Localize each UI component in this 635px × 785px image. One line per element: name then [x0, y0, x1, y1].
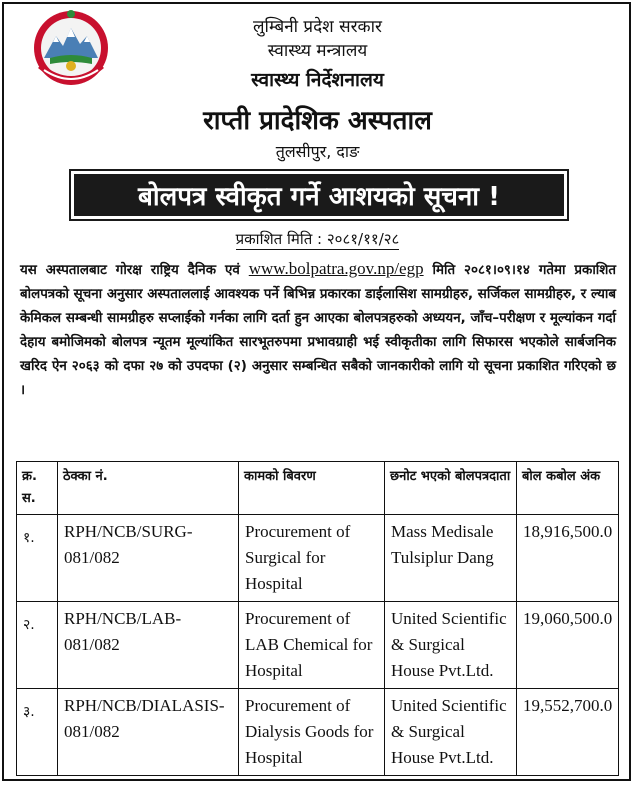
bolpatra-link[interactable]: www.bolpatra.gov.np/egp — [248, 259, 424, 278]
header-bidder: छनोट भएको बोलपत्रदाता — [385, 462, 517, 515]
notice-title: बोलपत्र स्वीकृत गर्ने आशयको सूचना ! — [71, 171, 567, 219]
award-table — [16, 461, 619, 776]
row-contract: RPH/NCB/LAB-081/082 — [58, 602, 239, 689]
row-bidder: Mass Medisale Tulsiplur Dang — [385, 515, 517, 602]
header-description: कामको बिवरण — [239, 462, 385, 515]
body-text-start: यस अस्पतालबाट गोरक्ष राष्ट्रिय दैनिक एवं — [20, 263, 249, 278]
hospital-location: तुलसीपुर, दाङ — [275, 142, 360, 161]
row-description: Procurement of LAB Chemical for Hospital — [239, 602, 385, 689]
table-row — [17, 689, 619, 776]
table-row — [17, 515, 619, 602]
row-contract: RPH/NCB/DIALASIS-081/082 — [58, 689, 239, 776]
header-contract: ठेक्का नं. — [58, 462, 239, 515]
header-serial: क्र. स. — [17, 462, 58, 515]
row-amount: 19,060,500.0 — [517, 602, 619, 689]
published-date — [0, 229, 635, 249]
row-serial: २. — [17, 602, 58, 689]
body-text-rest: मिति २०८१।०९।१४ गतेमा प्रकाशित बोलपत्रको सूचना अनुसार अस्पताललाई आवश्यक पर्ने बिभिन्न प्रकारका डाईलासिश सामग्रीहरु, सर्जिकल सामग्रीहरु, र ल्याब केमिकल सम्बन्धी सामग्रीहरु सप्लाईको गर्नका लागि दर्ता हुन आएका बोलपत्रहरुको अध्ययन, जाँच–परीक्षण र मूल्यांकन गर्दा देहाय बमोजिमको बोलपत्र न्यूतम मूल्यांकित सारभूतरुपमा प्रभावग्राही भई स्वीकृतीका लागि सिफारस भएकोले सार्बजनिक खरिद ऐन २०६३ को दफा २७ को उपदफा (२) अनुसार सम्बन्धित सबैको जानकारीको लागि यो सूचना प्रकाशित गरिएको छ । — [20, 263, 616, 399]
row-description: Procurement of Surgical for Hospital — [239, 515, 385, 602]
hospital-name: राप्ती प्रादेशिक अस्पताल — [203, 106, 432, 136]
notice-body — [20, 257, 616, 404]
table-header-row — [17, 462, 619, 515]
header-amount: बोल कबोल अंक — [517, 462, 619, 515]
table-row — [17, 602, 619, 689]
row-contract: RPH/NCB/SURG-081/082 — [58, 515, 239, 602]
directorate-name: स्वास्थ्य निर्देशनालय — [251, 69, 384, 91]
ministry-name: स्वास्थ्य मन्त्रालय — [267, 41, 368, 61]
row-bidder: United Scientific & Surgical House Pvt.Ltd. — [385, 689, 517, 776]
row-serial: ३. — [17, 689, 58, 776]
row-amount: 19,552,700.0 — [517, 689, 619, 776]
row-amount: 18,916,500.0 — [517, 515, 619, 602]
province-government: लुम्बिनी प्रदेश सरकार — [253, 17, 382, 37]
published-date-text: प्रकाशित मिति : २०८१/११/२८ — [235, 230, 400, 248]
row-serial: १. — [17, 515, 58, 602]
row-description: Procurement of Dialysis Goods for Hospital — [239, 689, 385, 776]
row-bidder: United Scientific & Surgical House Pvt.Ltd. — [385, 602, 517, 689]
